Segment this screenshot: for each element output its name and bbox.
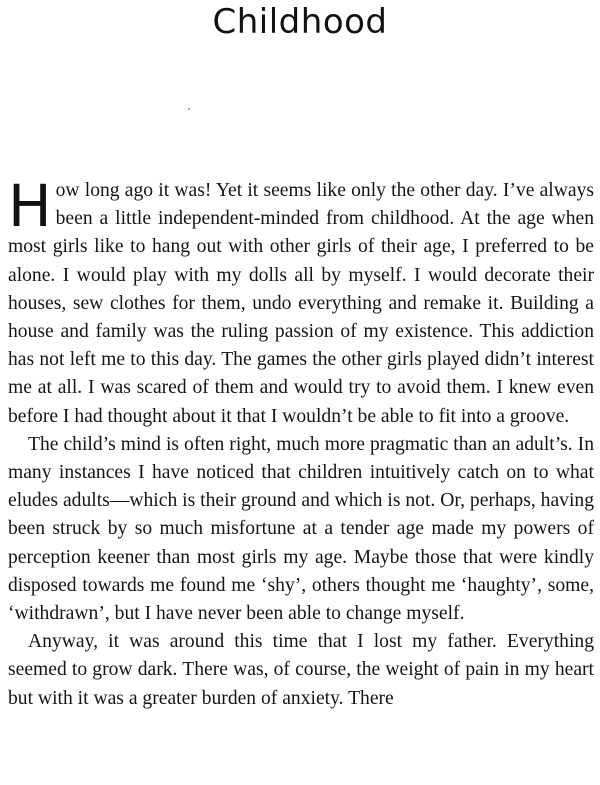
drop-cap: H (8, 172, 52, 240)
paragraph-1 (8, 172, 594, 431)
paragraph-1-text: ow long ago it was! Yet it seems like only the other day. I’ve always been a little independent-minded from childhood. At the age when most girls like to hang out with other girls of their age, I preferred to be alone. I would play with my dolls all by myself. I would decorate their houses, sew clothes for them, undo everything and remake it. Building a house and family was the ruling passion of my existence. This addiction has not left me to this day. The games the other girls played didn’t interest me at all. I was scared of them and would try to avoid them. I knew even before I had thought about it that I wouldn’t be able to fit into a groove. (8, 180, 594, 427)
print-speck (188, 108, 190, 110)
paragraph-2: The child’s mind is often right, much more pragmatic than an adult’s. In many instances I have noticed that children intuitively catch on to what eludes adults—which is their ground and which is not. Or, perhaps, having been struck by so much misfortune at a tender age made my powers of perception keener than most girls my age. Maybe those that were kindly disposed towards me found me ‘shy’, others thought me ‘haughty’, some, ‘withdrawn’, but I have never been able to change myself. (8, 433, 594, 625)
paragraph-3: Anyway, it was around this time that I lost my father. Everything seemed to grow dark. There was, of course, the weight of pain in my heart but with it was a greater burden of anxiety. There (8, 631, 594, 709)
chapter-body (8, 172, 594, 713)
chapter-title: Childhood (212, 2, 388, 42)
